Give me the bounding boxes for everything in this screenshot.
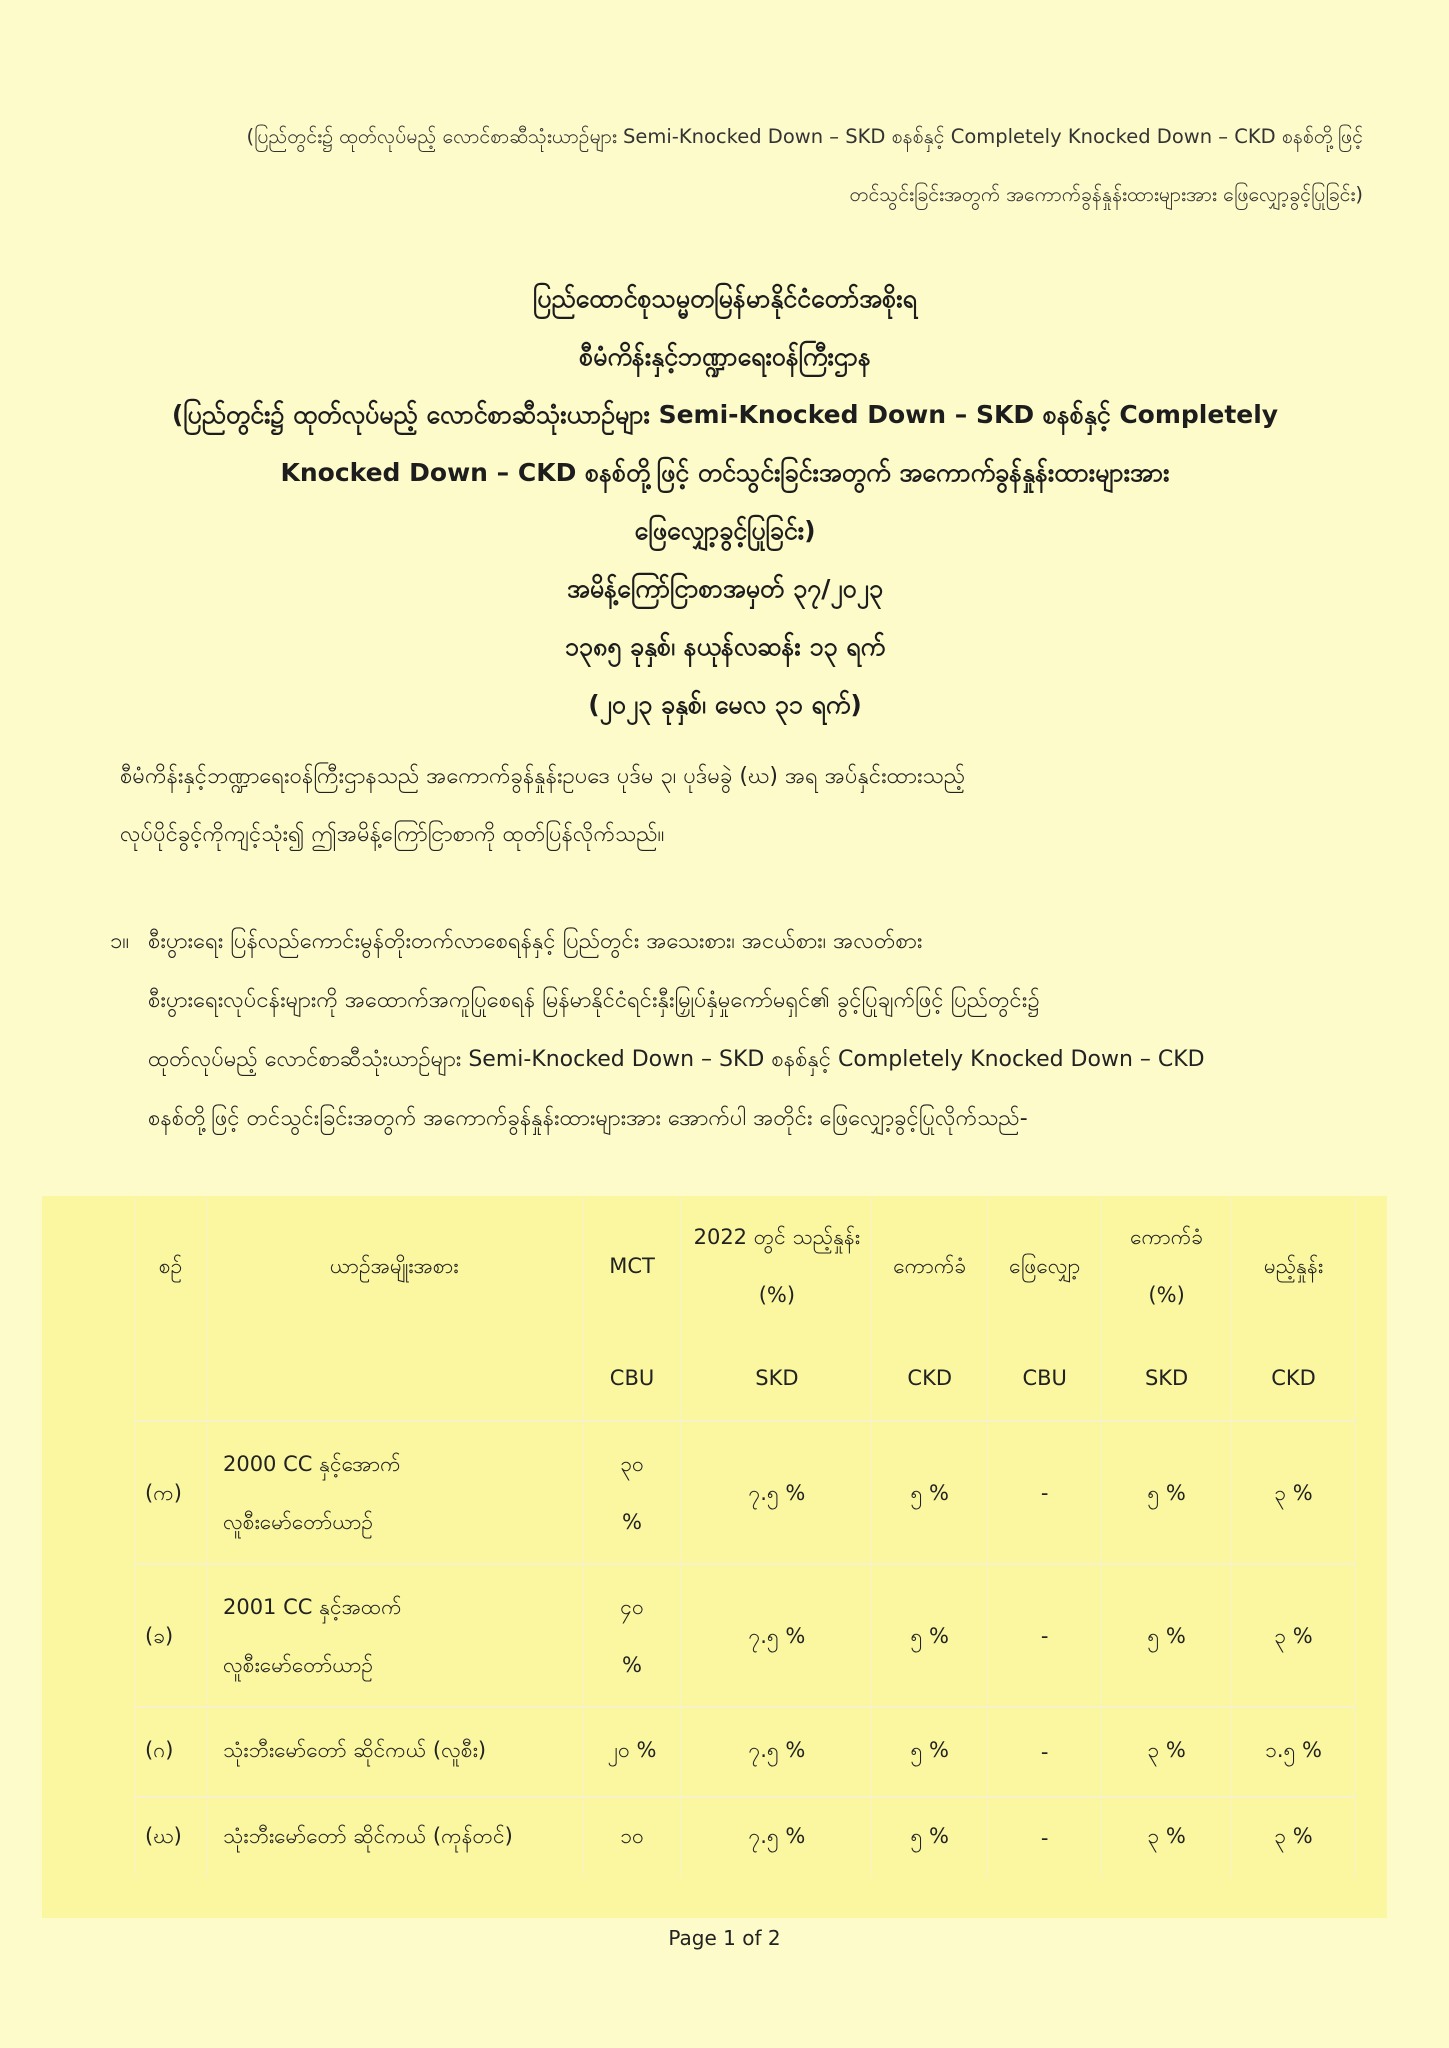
table-row: (က) 2000 CC နှင့်အောက် လူစီးမော်တော်ယာဉ် ၃၀ % ၇.၅ % ၅ % - ၅ % ၃ %	[135, 1421, 1356, 1564]
col-customs: ကောက်ခံ	[872, 1196, 988, 1336]
para1-line2: စီးပွားရေးလုပ်ငန်းများကို အထောက်အကူပြုစေရန် မြန်မာနိုင်ငံရင်းနှီးမြှုပ်နှံမှုကော်မရှင်၏ ခွင့်ပြုချက်ဖြင့် ပြည်တွင်း၌	[148, 988, 1040, 1013]
intro-paragraph	[120, 748, 1340, 864]
intro-line2: လုပ်ပိုင်ခွင့်ကိုကျင့်သုံး၍ ဤအမိန့်ကြော်ငြာစာကို ထုတ်ပြန်လိုက်သည်။	[120, 822, 665, 847]
table-subheader-row	[135, 1336, 1356, 1421]
header-note-line1: (ပြည်တွင်း၌ ထုတ်လုပ်မည့် လောင်စာဆီသုံးယာဉ်များ Semi-Knocked Down – SKD စနစ်နှင့် Completely Knocked Down – CKD စနစ်တို့ဖြင့်	[246, 125, 1363, 148]
tariff-table	[134, 1196, 1356, 1878]
col-type: ယာဉ်အမျိုးအစား	[206, 1196, 582, 1336]
col-applied: မည့်နှုန်း	[1232, 1196, 1356, 1336]
title-line6: အမိန့်ကြော်ငြာစာအမှတ် ၃၇/၂၀၂၃	[566, 574, 884, 603]
table-row: (ဃ) သုံးဘီးမော်တော် ဆိုင်ကယ် (ကုန်တင်) ၁၀ ၇.၅ % ၅ % - ၃ % ၃ %	[135, 1797, 1356, 1878]
header-note	[63, 108, 1363, 224]
col-relief: ဖြေလျှော့	[988, 1196, 1102, 1336]
title-line4: Knocked Down – CKD စနစ်တို့ဖြင့် တင်သွင်းခြင်းအတွက် အကောက်ခွန်နှုန်းထားများအား	[280, 458, 1170, 487]
title-line3: (ပြည်တွင်း၌ ထုတ်လုပ်မည့် လောင်စာဆီသုံးယာဉ်များ Semi-Knocked Down – SKD စနစ်နှင့် Completely	[171, 400, 1279, 429]
paragraph-1	[110, 912, 1360, 1148]
title-block	[100, 270, 1350, 734]
para1-line3: ထုတ်လုပ်မည့် လောင်စာဆီသုံးယာဉ်များ Semi-Knocked Down – SKD စနစ်နှင့် Completely Knocked Down – CKD	[148, 1047, 1205, 1072]
sub-skd: SKD	[682, 1336, 872, 1421]
sub-ckd-2: CKD	[1232, 1336, 1356, 1421]
title-line1: ပြည်ထောင်စုသမ္မတမြန်မာနိုင်ငံတော်အစိုးရ	[533, 284, 917, 313]
title-line7: ၁၃၈၅ ခုနှစ်၊ နယုန်လဆန်း ၁၃ ရက်	[564, 632, 886, 661]
col-no: စဉ်	[135, 1196, 207, 1336]
col-rate-2022: 2022 တွင် သည့်နှုန်း (%)	[682, 1196, 872, 1336]
sub-cbu-2: CBU	[988, 1336, 1102, 1421]
col-mct: MCT	[582, 1196, 682, 1336]
title-line2: စီမံကိန်းနှင့်ဘဏ္ဍာရေးဝန်ကြီးဌာန	[579, 342, 871, 371]
paragraph-number: ၁။	[110, 929, 130, 954]
page-footer: Page 1 of 2	[668, 1926, 781, 1950]
sub-ckd: CKD	[872, 1336, 988, 1421]
table-row: (ခ) 2001 CC နှင့်အထက် လူစီးမော်တော်ယာဉ် ၄၀ % ၇.၅ % ၅ % - ၅ % ၃ %	[135, 1564, 1356, 1707]
para1-line1: စီးပွားရေး ပြန်လည်ကောင်းမွန်တိုးတက်လာစေရန်နှင့် ပြည်တွင်း အသေးစား၊ အငယ်စား၊ အလတ်စား	[148, 929, 923, 954]
table-header-row	[135, 1196, 1356, 1336]
intro-line1: စီမံကိန်းနှင့်ဘဏ္ဍာရေးဝန်ကြီးဌာနသည် အကောက်ခွန်နှုန်းဥပဒေ ပုဒ်မ ၃၊ ပုဒ်မခွဲ (ဃ) အရ အပ်နှင်းထားသည့်	[120, 764, 966, 789]
col-collect: ကောက်ခံ (%)	[1102, 1196, 1232, 1336]
tariff-table-container	[42, 1196, 1387, 1918]
sub-cbu: CBU	[582, 1336, 682, 1421]
para1-line4: စနစ်တို့ဖြင့် တင်သွင်းခြင်းအတွက် အကောက်ခွန်နှုန်းထားများအား အောက်ပါ အတိုင်း ဖြေလျှော့ခွင့်ပြုလိုက်သည်-	[148, 1106, 1028, 1131]
table-row: (ဂ) သုံးဘီးမော်တော် ဆိုင်ကယ် (လူစီး) ၂၀ % ၇.၅ % ၅ % - ၃ % ၁.၅ %	[135, 1707, 1356, 1797]
header-note-line2: တင်သွင်းခြင်းအတွက် အကောက်ခွန်နှုန်းထားများအား ဖြေလျှော့ခွင့်ပြုခြင်း)	[849, 183, 1363, 206]
title-line5: ဖြေလျှော့ခွင့်ပြုခြင်း)	[634, 516, 816, 545]
sub-skd-2: SKD	[1102, 1336, 1232, 1421]
title-line8: (၂၀၂၃ ခုနှစ်၊ မေလ ၃၁ ရက်)	[588, 690, 862, 719]
